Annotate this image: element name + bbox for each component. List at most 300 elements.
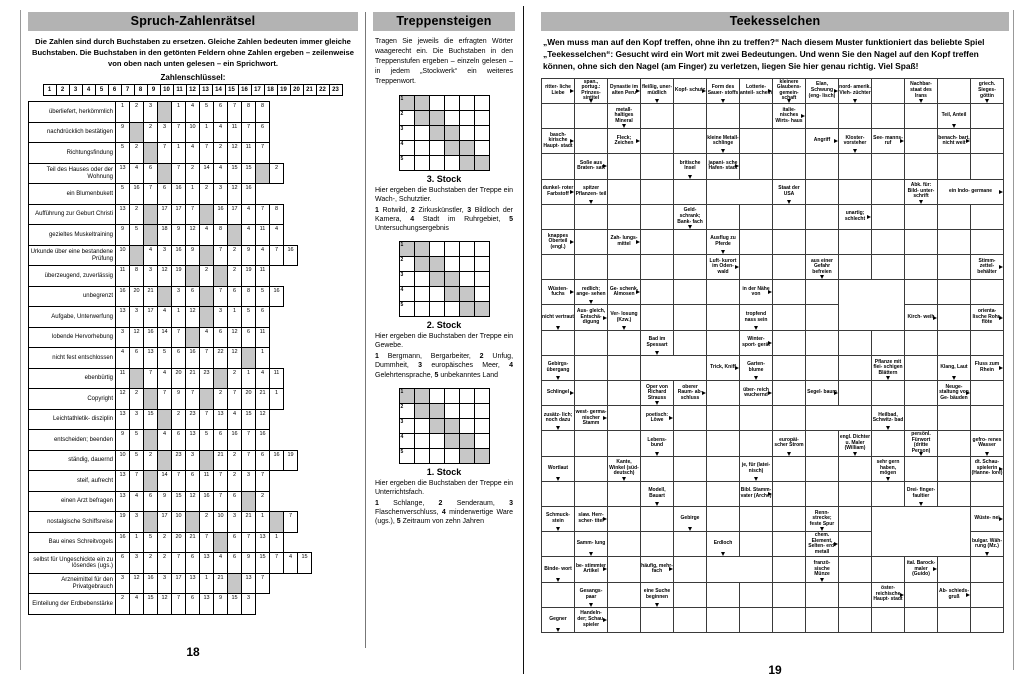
crossword-answer-cell (575, 481, 608, 506)
grid-cell: 1 (115, 101, 130, 123)
clue-arrow-icon (655, 401, 659, 405)
grid-cell: 10 (213, 511, 228, 533)
grid-cell: 23 (171, 450, 186, 472)
right-page-title: Teekesselchen (541, 12, 1009, 31)
clue-arrow-icon (886, 426, 890, 430)
grid-cell: 5 (199, 429, 214, 451)
stair-cell (415, 111, 430, 126)
row-clue-label: Richtungsfindung (28, 142, 116, 164)
crossword-clue-cell (641, 381, 674, 406)
crossword-clue-cell (641, 481, 674, 506)
grid-cell: 2 (129, 142, 144, 164)
grid-cell: 12 (185, 491, 200, 513)
grid-cell: 4 (213, 163, 228, 185)
clue-text: sehr gern haben, mögen (876, 459, 900, 477)
grid-cell: 7 (199, 142, 214, 164)
stair-row-number: 1 (400, 388, 404, 395)
crossword-clue-cell (839, 78, 872, 103)
grid-cell: 4 (129, 163, 144, 185)
crossword-clue-cell (641, 406, 674, 431)
number-grid (28, 101, 358, 615)
crossword-clue-cell (707, 532, 740, 557)
clue-text: Ausflug zu Pferde (710, 235, 736, 247)
grid-cell: 2 (157, 552, 172, 574)
grid-cell: 20 (171, 532, 186, 554)
grid-cell: 15 (227, 593, 242, 615)
clue-arrow-icon (768, 492, 772, 496)
grid-cell: 9 (115, 429, 130, 451)
crossword-answer-cell (806, 355, 839, 380)
crossword-answer-cell (641, 607, 674, 632)
clue-text: Geld- schrank; Bank- fach (677, 207, 703, 225)
stair-grid (399, 95, 490, 171)
clue-arrow-icon (834, 89, 838, 93)
crossword-answer-cell (575, 229, 608, 254)
crossword-answer-cell (905, 103, 938, 128)
grid-cell: 4 (185, 142, 200, 164)
crossword-clue-cell (740, 456, 773, 481)
crossword-clue-cell (575, 406, 608, 431)
clue-arrow-icon (721, 552, 725, 556)
grid-cell: 12 (227, 183, 242, 205)
stair-cell (460, 404, 475, 419)
stair-row-number: 2 (400, 257, 404, 264)
clue-arrow-icon (787, 200, 791, 204)
crossword-clue-cell (905, 481, 938, 506)
crossword-clue-cell (707, 78, 740, 103)
row-clue-label: nicht fest entschlossen (28, 347, 116, 369)
stair-cell (400, 434, 415, 449)
row-clue-label: gezieltes Muskeltraining (28, 224, 116, 246)
clue-text: Winter- sport- gerät (742, 336, 770, 348)
clue-arrow-icon (820, 578, 824, 582)
crossword-answer-cell (641, 456, 674, 481)
crossword-clue-cell (806, 78, 839, 103)
grid-cell: 5 (241, 306, 256, 328)
stair-cell (475, 434, 490, 449)
grid-cell (199, 450, 214, 472)
clue-arrow-icon (655, 99, 659, 103)
grid-cell: 5 (199, 101, 214, 123)
clue-text: orienta- lische Rohr- flöte (972, 308, 1002, 326)
crossword-answer-cell (773, 607, 806, 632)
grid-cell: 4 (213, 552, 228, 574)
grid-cell: 3 (157, 573, 172, 595)
row-clue-label: Aufgabe, Unterwerfung (28, 306, 116, 328)
stair-cell (475, 302, 490, 317)
crossword-answer-cell (641, 204, 674, 229)
key-cell: 21 (303, 84, 317, 96)
clue-arrow-icon (589, 603, 593, 607)
crossword-answer-cell (674, 330, 707, 355)
grid-cell: 23 (199, 368, 214, 390)
grid-cell: 8 (241, 286, 256, 308)
grid-cell: 7 (185, 388, 200, 410)
grid-cell: 12 (185, 224, 200, 246)
grid-row (28, 552, 358, 574)
grid-cell (143, 388, 158, 410)
clue-text: Form des Sauer- stoffs (707, 84, 739, 96)
clue-arrow-icon (820, 527, 824, 531)
grid-cell: 13 (241, 573, 256, 595)
stair-clues-1: 1 Bergmann, Bergarbeiter, 2 Unfug, Dummheit, 3 europäisches Meer, 4 Gelehrtensprache, 5 unbekanntes Land (375, 353, 514, 379)
clue-arrow-icon (853, 149, 857, 153)
crossword-answer-cell (575, 129, 608, 154)
grid-cell (143, 224, 158, 246)
crossword-answer-cell (938, 204, 971, 229)
crossword-answer-cell (608, 506, 641, 531)
grid-row (28, 224, 358, 246)
right-edge-rule (1013, 10, 1014, 670)
clue-arrow-icon (570, 190, 574, 194)
crossword-answer-cell (971, 103, 1004, 128)
grid-cell: 3 (241, 470, 256, 492)
grid-cell: 6 (213, 327, 228, 349)
grid-cell: 11 (255, 224, 270, 246)
stair-cell (460, 434, 475, 449)
stair-cell (475, 242, 490, 257)
clue-arrow-icon (636, 139, 640, 143)
grid-cell: 2 (157, 532, 172, 554)
grid-cell: 13 (115, 491, 130, 513)
clue-number: 4 (410, 215, 423, 223)
crossword-answer-cell (839, 355, 872, 380)
crossword-answer-cell (641, 506, 674, 531)
stair-caption: 3. Stock (426, 173, 462, 184)
key-cell: 1 (43, 84, 57, 96)
crossword-answer-cell (674, 103, 707, 128)
grid-cell: 7 (199, 409, 214, 431)
clue-text: ritter- liche Liebe (545, 84, 571, 96)
crossword-answer-cell (575, 431, 608, 456)
stair-cell (430, 434, 445, 449)
clue-text: Bibl. Stamm- vater (Arche) (740, 487, 772, 499)
crossword-clue-cell (905, 431, 938, 456)
stair-cell (475, 272, 490, 287)
crossword-answer-cell (938, 431, 971, 456)
grid-cell: 13 (115, 163, 130, 185)
clue-text: poetisch: Löwe (645, 411, 669, 424)
grid-cell: 7 (255, 142, 270, 164)
row-clue-label: Copyright (28, 388, 116, 410)
crossword-theme-clue (839, 280, 905, 330)
stair-cell (475, 404, 490, 419)
stair-cell (400, 96, 415, 111)
clue-arrow-icon (754, 376, 758, 380)
grid-cell: 16 (171, 245, 186, 267)
grid-cell: 1 (171, 306, 186, 328)
clue-arrow-icon (985, 99, 989, 103)
grid-cell: 17 (143, 306, 158, 328)
crossword-clue-cell (575, 607, 608, 632)
grid-cell: 3 (213, 306, 228, 328)
grid-cell: 8 (269, 204, 284, 226)
stair-text: Hier ergeben die Buchstaben der Treppe ein Wach-, Schutztier. (375, 186, 513, 203)
grid-row (28, 204, 358, 226)
grid-cell: 3 (171, 286, 186, 308)
stair-cell (400, 287, 415, 302)
grid-cell: 4 (185, 101, 200, 123)
row-clue-label: ebenbürtig (28, 368, 116, 390)
crossword-answer-cell (773, 255, 806, 280)
grid-cell: 7 (171, 327, 186, 349)
crossword-clue-cell (641, 330, 674, 355)
crossword-answer-cell (806, 229, 839, 254)
grid-cell: 20 (129, 286, 144, 308)
page-left (28, 12, 358, 659)
crossword-answer-cell (938, 557, 971, 582)
grid-cell: 12 (185, 306, 200, 328)
stair-cell (460, 111, 475, 126)
grid-cell: 2 (227, 265, 242, 287)
stair-grid (399, 241, 490, 317)
grid-cell (129, 122, 144, 144)
stair-cell (415, 96, 430, 111)
grid-cell: 7 (213, 286, 228, 308)
crossword-answer-cell (773, 204, 806, 229)
grid-cell: 12 (255, 409, 270, 431)
stair-cell (415, 287, 430, 302)
row-clue-label: einen Arzt befragen (28, 491, 116, 513)
grid-cell: 9 (171, 224, 186, 246)
crossword-answer-cell (938, 406, 971, 431)
crossword-clue-cell (740, 78, 773, 103)
crossword-answer-cell (905, 204, 938, 229)
clue-arrow-icon (702, 391, 706, 395)
clue-text: Neuge- staltung von Ge- bäuden (939, 383, 969, 401)
clue-arrow-icon (603, 416, 607, 420)
middle-title: Treppensteigen (373, 12, 515, 31)
crossword-answer-cell (905, 280, 938, 305)
grid-cell: 15 (241, 409, 256, 431)
grid-cell: 10 (171, 511, 186, 533)
crossword-answer-cell (971, 481, 1004, 506)
clue-arrow-icon (768, 89, 772, 93)
stair-cell (430, 449, 445, 464)
key-cell: 23 (329, 84, 343, 96)
grid-cell: 4 (213, 122, 228, 144)
clue-text: basch- kirische Haupt- stadt (543, 131, 573, 150)
crossword-clue-cell (872, 406, 905, 431)
clue-text: öster- reichische Haupt- stadt (873, 585, 903, 603)
stair-cell (415, 242, 430, 257)
crossword-answer-cell (740, 154, 773, 179)
crossword-clue-cell (542, 229, 575, 254)
stair-row-number: 2 (400, 110, 404, 117)
crossword-answer-cell (971, 229, 1004, 254)
grid-cell: 6 (227, 532, 242, 554)
grid-cell (199, 204, 214, 226)
crossword-answer-cell (542, 154, 575, 179)
clue-arrow-icon (688, 175, 692, 179)
grid-cell (157, 286, 172, 308)
crossword-clue-cell (740, 355, 773, 380)
crossword-clue-cell (872, 582, 905, 607)
grid-cell: 7 (241, 429, 256, 451)
clue-text: Elan, Schwung (eng- lisch) (808, 81, 836, 99)
clue-text: eine Suche beginnen (643, 588, 671, 600)
grid-cell: 17 (157, 204, 172, 226)
crossword-clue-cell (542, 381, 575, 406)
grid-cell: 16 (241, 183, 256, 205)
crossword-clue-cell (773, 103, 806, 128)
clue-arrow-icon (853, 452, 857, 456)
crossword-answer-cell (707, 280, 740, 305)
grid-cell: 16 (143, 573, 158, 595)
grid-cell: 7 (171, 552, 186, 574)
crossword-answer-cell (839, 582, 872, 607)
grid-cell: 15 (297, 552, 312, 574)
clue-text: benach- bart, nicht weit (938, 134, 970, 147)
grid-row (28, 265, 358, 287)
stair-cell (430, 242, 445, 257)
grid-cell: 7 (129, 470, 144, 492)
row-clue-label: Einteilung der Erdbebenstärke (28, 593, 116, 615)
crossword-clue-cell (707, 255, 740, 280)
crossword-clue-cell (608, 280, 641, 305)
grid-cell: 4 (129, 491, 144, 513)
grid-cell: 10 (115, 450, 130, 472)
grid-cell: 2 (227, 450, 242, 472)
stair-cell (430, 419, 445, 434)
stair-row-number: 5 (400, 155, 404, 162)
stair-cell (415, 126, 430, 141)
grid-cell: 5 (255, 286, 270, 308)
stair-cell (445, 242, 460, 257)
clue-arrow-icon (636, 290, 640, 294)
key-cell: 8 (134, 84, 148, 96)
crossword-clue-cell (674, 381, 707, 406)
stair-cell (400, 141, 415, 156)
stair-cell (460, 419, 475, 434)
crossword-answer-cell (641, 532, 674, 557)
clue-text: europäi- scher Strom (774, 436, 804, 449)
grid-cell: 11 (241, 142, 256, 164)
grid-cell: 13 (199, 593, 214, 615)
clue-number: 4 (441, 508, 450, 516)
clue-text: tragen und Kleidungsstücke (715, 562, 764, 576)
clue-number: 1 (375, 499, 394, 507)
grid-cell: 5 (115, 142, 130, 164)
clue-text: franzö- sische Münze (813, 560, 831, 578)
crossword-answer-cell (542, 481, 575, 506)
grid-cell (143, 511, 158, 533)
clue-arrow-icon (735, 265, 739, 269)
crossword-clue-cell (938, 179, 1004, 204)
grid-cell: 12 (157, 265, 172, 287)
crossword-answer-cell (806, 582, 839, 607)
clue-text: behüten und Soldaten (642, 364, 705, 371)
crossword-answer-cell (740, 229, 773, 254)
grid-cell: 3 (115, 327, 130, 349)
grid-cell: 2 (227, 368, 242, 390)
grid-cell: 4 (255, 368, 270, 390)
grid-cell: 4 (115, 347, 130, 369)
clue-text: Kirch- weih (907, 313, 935, 320)
clue-text: über- reich wuchernd (743, 386, 769, 399)
grid-cell: 6 (185, 593, 200, 615)
clue-text: ital. Barock- maler (Guido) (906, 560, 936, 578)
clue-arrow-icon (787, 452, 791, 456)
grid-cell: 13 (185, 573, 200, 595)
clue-arrow-icon (952, 124, 956, 128)
crossword-answer-cell (905, 154, 938, 179)
stair-cell (475, 389, 490, 404)
crossword-clue-cell (608, 103, 641, 128)
crossword-answer-cell (707, 103, 740, 128)
grid-cell (157, 163, 172, 185)
clue-text: Wüsten- fuchs (548, 285, 568, 298)
crossword-clue-cell (806, 557, 839, 582)
crossword-clue-cell (740, 330, 773, 355)
grid-cell: 16 (283, 245, 298, 267)
crossword-answer-cell (806, 204, 839, 229)
stair-cell (475, 96, 490, 111)
stair-cell (445, 141, 460, 156)
grid-row (28, 388, 358, 410)
grid-cell: 13 (199, 552, 214, 574)
crossword-clue-cell (575, 506, 608, 531)
clue-text: Schlingel (546, 389, 570, 396)
crossword-answer-cell (806, 431, 839, 456)
stair-cell (400, 389, 415, 404)
grid-row (28, 470, 358, 492)
clue-text: gefältelter Kragen und Beschaffenheit des Haares (882, 524, 960, 538)
key-cell: 19 (277, 84, 291, 96)
grid-cell (199, 286, 214, 308)
stair-cell (430, 302, 445, 317)
clue-arrow-icon (754, 326, 758, 330)
grid-cell (241, 491, 256, 513)
clue-arrow-icon (801, 114, 805, 118)
row-clue-label: Teil des Hauses oder der Wohnung (28, 163, 116, 185)
grid-cell: 16 (255, 429, 270, 451)
clue-text: Aus- gleich, Entschä- digung (576, 308, 606, 326)
crossword-answer-cell (905, 229, 938, 254)
stair-cell (460, 272, 475, 287)
crossword-clue-cell (839, 204, 872, 229)
grid-cell: 21 (143, 286, 158, 308)
clue-text: gefro- renes Wasser (972, 436, 1002, 449)
clue-text: Staat der USA (778, 185, 800, 197)
crossword-answer-cell (707, 582, 740, 607)
crossword-answer-cell (740, 129, 773, 154)
clue-text: Ver- losung (Kzw.) (610, 310, 638, 323)
crossword-answer-cell (608, 557, 641, 582)
grid-cell: 16 (143, 327, 158, 349)
crossword-clue-cell (575, 78, 608, 103)
crossword-answer-cell (806, 154, 839, 179)
clue-text: persönl. Fürwort (dritte Person) (911, 431, 931, 455)
crossword-answer-cell (575, 381, 608, 406)
crossword-answer-cell (971, 607, 1004, 632)
crossword-answer-cell (641, 229, 674, 254)
stair-cell (460, 302, 475, 317)
crossword-answer-cell (542, 103, 575, 128)
stair-row-number: 1 (400, 242, 404, 249)
crossword-clue-cell (542, 78, 575, 103)
grid-row (28, 368, 358, 390)
stair-cell (445, 111, 460, 126)
crossword-clue-cell (971, 506, 1004, 531)
clue-arrow-icon (603, 567, 607, 571)
crossword-answer-cell (707, 330, 740, 355)
grid-cell: 7 (241, 450, 256, 472)
grid-cell (199, 245, 214, 267)
clue-text: oberer Raum- ab- schluss (677, 383, 703, 401)
stair-row-number: 3 (400, 272, 404, 279)
crossword-clue-cell (608, 305, 641, 330)
